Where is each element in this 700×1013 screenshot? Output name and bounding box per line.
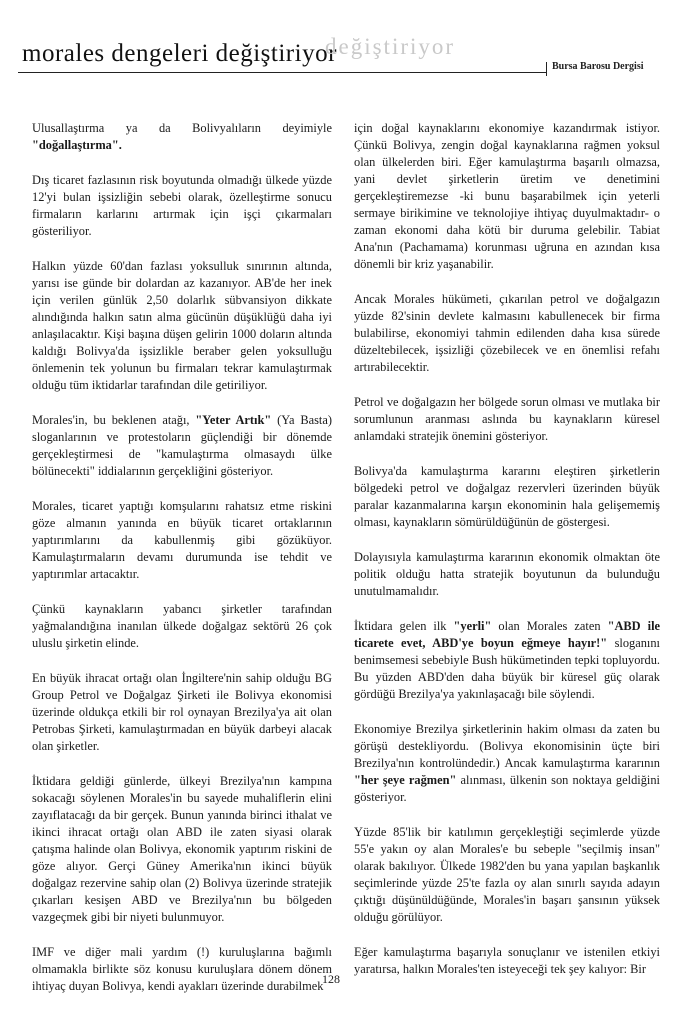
paragraph bbox=[32, 773, 332, 926]
text: alınması, ülkenin son noktaya geldiğini gösteriyor. bbox=[354, 773, 660, 804]
header-rule bbox=[18, 72, 546, 73]
text: Petrol ve doğalgazın her bölgede sorun olması ve mutlaka bir sorumlunun aranması aslında bu kaynakların küresel anlamdaki stratejik önemini gösteriyor. bbox=[354, 395, 660, 443]
paragraph bbox=[354, 394, 660, 445]
paragraph bbox=[32, 498, 332, 583]
text: Dolayısıyla kamulaştırma kararının ekonomik olmaktan öte politik olduğu hatta stratejik boyutunun da bulunduğu unutulmamalıdır. bbox=[354, 550, 660, 598]
text: Ekonomiye Brezilya şirketlerinin hakim olması da zaten bu görüşü destekliyordu. (Bolivya ekonomisinin üçte biri Brezilya'nın kontrolündedir.) Ancak kamulaştırma kararının bbox=[354, 722, 660, 770]
text: olan Morales zaten bbox=[491, 619, 608, 633]
text: Dış ticaret fazlasının risk boyutunda olmadığı ülkede yüzde 12'yi bulan işsizliğin sebebi olarak, özelleştirme sonucu firmaların karlarını artırmak için işçi çıkarmaları gösteriliyor. bbox=[32, 173, 332, 238]
paragraph bbox=[32, 601, 332, 652]
paragraph bbox=[32, 670, 332, 755]
paragraph bbox=[32, 120, 332, 154]
bold-text: "doğallaştırma". bbox=[32, 138, 122, 152]
page-header bbox=[0, 0, 700, 90]
text: IMF ve diğer mali yardım (!) kuruluşlarına bağımlı olmamakla birlikte söz konusu kuruluşlara dönem dönem ihtiyaç duyan Bolivya, kendi ayakları üzerinde durabilmek bbox=[32, 945, 332, 993]
text: için doğal kaynaklarını ekonomiye kazandırmak istiyor. Çünkü Bolivya, zengin doğal kaynaklarına rağmen yoksul olan ülkelerden biri. Eğer kamulaştırma başarılı olmazsa, yani devlet şirketlerin üretim ve denetimini gerçekleştiremezse -ki bunu başarabilmek için yeterli sermaye birikimine ve teknolojiye ihtiyaç duyulmaktadır- o zaman ekonomi daha kötü bir duruma gelebilir. Tabiat Ana'nın (Pachamama) korunması uğruna en azından kısa dönemli bir kriz yaşanabilir. bbox=[354, 121, 660, 271]
bold-text: "her şeye rağmen" bbox=[354, 773, 457, 787]
journal-name: Bursa Barosu Dergisi bbox=[552, 61, 644, 72]
text: İktidara gelen ilk bbox=[354, 619, 454, 633]
paragraph bbox=[32, 412, 332, 480]
paragraph bbox=[354, 944, 660, 978]
page-number: 128 bbox=[322, 972, 340, 986]
paragraph bbox=[354, 721, 660, 806]
text: İktidara geldiği günlerde, ülkeyi Brezilya'nın kampına sokacağı söylenen Morales'in bu sayede muhaliflerin elini zayıflatacağı da bir gerçek. Bunun yanında birinci ithalat ve ikinci ihracat ortağı olan ABD ile zaten siyasi olarak çatışma halinde olan Bolivya, ekonomik yaptırım riskini de göze alıyor. Gerçi Güney Amerika'nın ikinci büyük doğalgaz rezervine sahip olan (2) Bolivya üzerinde stratejik çıkarları kesişen ABD ve Brezilya'nın bu bölgeden vazgeçmek gibi bir niyeti bulunmuyor. bbox=[32, 774, 332, 924]
text: En büyük ihracat ortağı olan İngiltere'nin sahip olduğu BG Group Petrol ve Doğalgaz Şirketi ile Bolivya ekonomisi üzerinde oldukça etkili bir rol oynayan Brezilya'ya ait olan Petrobas Şirketi, kamulaştırmadan en büyük darbeyi alacak olan şirketler. bbox=[32, 671, 332, 753]
text: Ancak Morales hükümeti, çıkarılan petrol ve doğalgazın yüzde 82'sinin devlete kalmasını kabullenecek bir firma bulabilirse, ekonomiyi tahmin edilenden daha kısa sürede düzeltebilecek, işsizliği çözebilecek ve en önemlisi refahı artırabilecektir. bbox=[354, 292, 660, 374]
text: Halkın yüzde 60'dan fazlası yoksulluk sınırının altında, yarısı ise günde bir dolardan az kazanıyor. AB'de her inek için verilen günlük 2,50 dolarlık sübvansiyon dikkate alındığında halkın satın alma gücünün düşüklüğü daha iyi anlaşılacaktır. Kişi başına düşen gelirin 1000 doların altında kaldığı Bolivya'da işsizlikle beraber gelen yoksulluğu önlemenin tek yolunun bu firmaları tekrar kamulaştırmak olduğu tüm iktidarlar tarafından dile getiriliyor. bbox=[32, 259, 332, 392]
text: Eğer kamulaştırma başarıyla sonuçlanır ve istenilen etkiyi yaratırsa, halkın Morales'ten isteyeceği tek şey kalıyor: Bir bbox=[354, 945, 660, 976]
left-column bbox=[32, 120, 332, 1013]
article-title: morales dengeleri değiştiriyor bbox=[22, 40, 337, 67]
text: Çünkü kaynakların yabancı şirketler tarafından yağmalandığına inanılan ülkede doğalgaz sektörü 26 çok uluslu şirketin elinde. bbox=[32, 602, 332, 650]
text: (Ya Basta) sloganlarının ve protestoların güçlendiği bir dönemde gerçekleştirmesi de "kamulaştırma olmasaydı ülke bölünecekti" iddialarının gerçekliğini gösteriyor. bbox=[32, 413, 332, 478]
paragraph bbox=[354, 824, 660, 926]
paragraph bbox=[32, 944, 332, 995]
paragraph bbox=[32, 258, 332, 394]
text: Yüzde 85'lik bir katılımın gerçekleştiği seçimlerde yüzde 55'e yakın oy alan Morales'e bu sebeple "seçilmiş insan" olarak bakılıyor. Ülkede 1982'den bu yana yapılan başkanlık seçimlerinde yüzde 25'te fazla oy alan sınırlı sayıda adayın çıktığı düşünüldüğünde, Morales'in başarı şansının yüksek olduğu görülüyor. bbox=[354, 825, 660, 924]
bold-text: "yerli" bbox=[453, 619, 492, 633]
text: Bolivya'da kamulaştırma kararını eleştiren şirketlerin bölgedeki petrol ve doğalgaz rezervleri üzerinden büyük paralar kazanmalarına karşın ekonominin hala gelişememiş olması, kaynakların sömürüldüğünün de göstergesi. bbox=[354, 464, 660, 529]
text: Morales, ticaret yaptığı komşularını rahatsız etme riskini göze almanın yanında en büyük ticaret ortaklarının yaptırımlarını da kabullenmiş gibi gözüküyor. Kamulaştırmaların devamı durumunda ise tehdit ve yaptırımlar artacaktır. bbox=[32, 499, 332, 581]
text: sloganını benimsemesi sebebiyle Bush hükümetinden tepki topluyordu. Bu yüzden ABD'den daha büyük bir küresel güç olarak gördüğü Brezilya'ya yakınlaşacağı bile söylendi. bbox=[354, 636, 660, 701]
text: Morales'in, bu beklenen atağı, bbox=[32, 413, 196, 427]
paragraph bbox=[354, 120, 660, 273]
right-column bbox=[354, 120, 660, 996]
paragraph bbox=[354, 618, 660, 703]
text: Ulusallaştırma ya da Bolivyalıların deyimiyle bbox=[32, 121, 332, 135]
bold-text: "ABD ile ticarete evet, ABD'ye boyun eğmeye hayır!" bbox=[354, 619, 661, 650]
paragraph bbox=[354, 463, 660, 531]
paragraph bbox=[32, 172, 332, 240]
paragraph bbox=[354, 291, 660, 376]
header-rule-tick bbox=[546, 62, 547, 76]
faded-title-echo: değiştiriyor bbox=[325, 34, 456, 59]
bold-text: "Yeter Artık" bbox=[195, 413, 272, 427]
paragraph bbox=[354, 549, 660, 600]
